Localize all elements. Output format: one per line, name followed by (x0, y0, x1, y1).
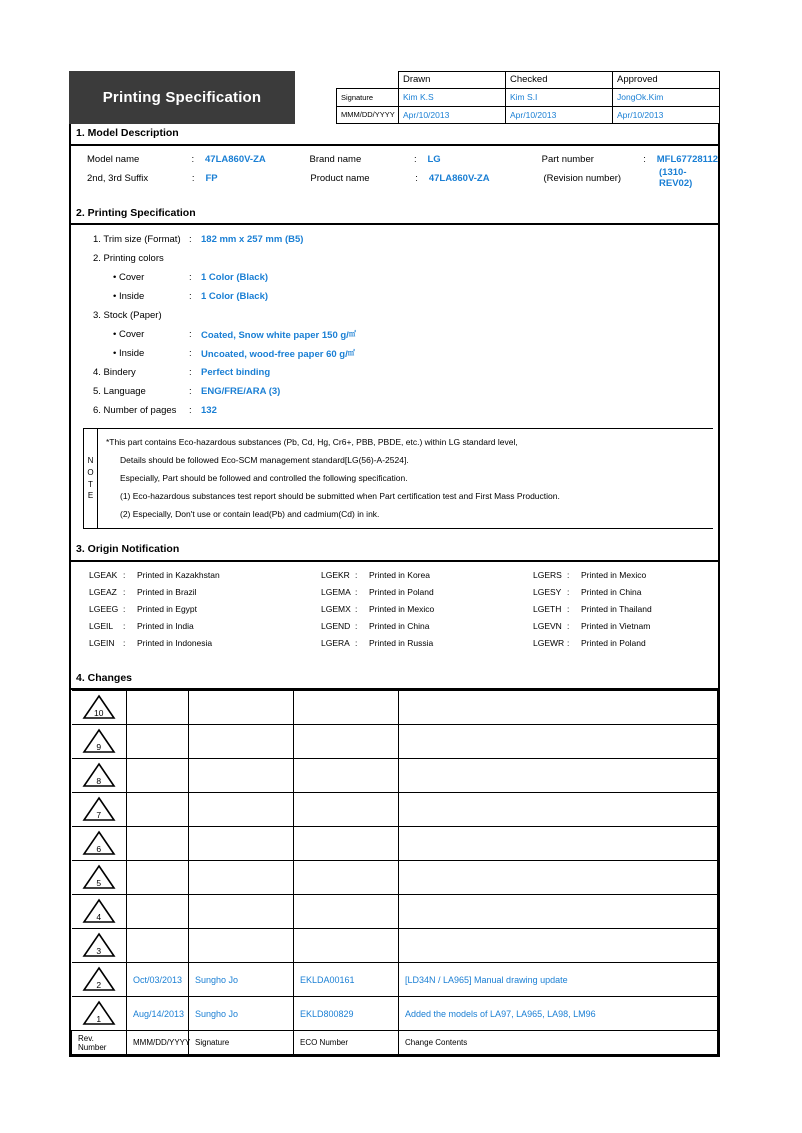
origin-entry (303, 638, 515, 648)
section-spacer (71, 658, 718, 669)
origin-entry (71, 604, 303, 614)
colon: : (355, 621, 358, 632)
suffix-label: 2nd, 3rd Suffix (87, 172, 149, 184)
table-row (72, 827, 718, 861)
approval-corner-cell (337, 72, 399, 89)
note-content (98, 429, 713, 528)
spec-value-text: Uncoated, wood-free paper 60 g/ (201, 348, 348, 360)
origin-row (71, 567, 718, 584)
spec-value: 132 (201, 405, 217, 417)
revision-triangle-icon (82, 966, 116, 992)
origin-code: LGEMA (321, 587, 351, 598)
page-title: Printing Specification (102, 89, 262, 106)
change-contents: Added the models of LA97, LA965, LA98, LM96 (399, 997, 718, 1031)
spec-value: 1 Color (Black) (201, 291, 269, 303)
origin-place: Printed in Thailand (581, 604, 652, 615)
change-contents (399, 895, 718, 929)
origin-code: LGETH (533, 604, 562, 615)
table-footer-row (72, 1031, 718, 1055)
colon: : (191, 153, 195, 165)
model-description-rows (71, 146, 718, 193)
change-contents (399, 759, 718, 793)
section-heading-printing-specification: 2. Printing Specification (71, 204, 718, 226)
origin-row (71, 584, 718, 601)
colon: : (189, 291, 192, 303)
note-letter: N (87, 456, 94, 466)
revision-number-label: (Revision number) (543, 172, 622, 184)
origin-entry (303, 604, 515, 614)
approval-row-label-date: MMM/DD/YYYY (337, 106, 399, 123)
revision-number: 2 (96, 979, 102, 990)
change-signature (189, 929, 294, 963)
square-meter-unit: ㎡ (348, 330, 356, 338)
change-signature (189, 861, 294, 895)
colon: : (413, 153, 417, 165)
change-date (127, 827, 189, 861)
origin-place: Printed in India (137, 621, 194, 632)
spec-item (71, 401, 718, 420)
colon: : (355, 570, 358, 581)
origin-notification-list (71, 562, 718, 658)
revision-triangle-icon (82, 694, 116, 720)
change-date (127, 861, 189, 895)
origin-code: LGEMX (321, 604, 351, 615)
origin-entry (515, 604, 715, 614)
origin-entry (71, 621, 303, 631)
spec-label: • Inside (113, 291, 145, 303)
change-date (127, 691, 189, 725)
change-eco-number (294, 793, 399, 827)
colon: : (355, 638, 358, 649)
revision-marker-cell (72, 895, 127, 929)
revision-marker-cell (72, 691, 127, 725)
colon: : (189, 386, 192, 398)
signature-checked: Kim S.I (506, 89, 613, 106)
table-row (72, 997, 718, 1031)
table-row (72, 691, 718, 725)
origin-row (71, 618, 718, 635)
colon: : (123, 621, 126, 632)
change-date (127, 759, 189, 793)
changes-table (71, 690, 718, 1055)
brand-name-value: LG (427, 153, 441, 165)
origin-place: Printed in Korea (369, 570, 430, 581)
revision-number: 8 (96, 775, 102, 786)
origin-row (71, 601, 718, 618)
table-row (72, 895, 718, 929)
spec-item (71, 306, 718, 325)
revision-triangle-icon (82, 1000, 116, 1026)
revision-triangle-icon (82, 762, 116, 788)
approval-row-label-signature: Signature (337, 89, 399, 106)
change-eco-number (294, 725, 399, 759)
spec-item (71, 230, 718, 249)
change-eco-number: EKLD800829 (294, 997, 399, 1031)
origin-place: Printed in Brazil (137, 587, 197, 598)
spec-label: 3. Stock (Paper) (93, 310, 162, 322)
note-letter: O (87, 468, 94, 477)
revision-triangle-icon (82, 796, 116, 822)
spec-label: • Cover (113, 272, 145, 284)
change-signature (189, 691, 294, 725)
section-spacer (71, 193, 718, 204)
spec-item (71, 382, 718, 401)
change-signature (189, 827, 294, 861)
spec-value-text: Coated, Snow white paper 150 g/ (201, 329, 349, 341)
spec-value: 182 mm x 257 mm (B5) (201, 234, 304, 246)
origin-place: Printed in Egypt (137, 604, 198, 615)
colon: : (123, 604, 126, 615)
origin-place: Printed in China (581, 587, 642, 598)
change-signature (189, 759, 294, 793)
colon: : (189, 234, 192, 246)
revision-number: 4 (96, 911, 102, 922)
spec-item (71, 363, 718, 382)
table-row (72, 793, 718, 827)
spec-label: 5. Language (93, 386, 146, 398)
change-date (127, 793, 189, 827)
note-label (83, 429, 98, 528)
table-row (72, 725, 718, 759)
document-title-block (69, 71, 295, 124)
revision-triangle-icon (82, 830, 116, 856)
section-heading-changes: 4. Changes (71, 669, 718, 691)
revision-marker-cell (72, 963, 127, 997)
approval-col-drawn: Drawn (399, 72, 506, 89)
change-eco-number (294, 895, 399, 929)
note-letter: E (87, 491, 94, 501)
revision-number: 6 (96, 843, 102, 854)
column-header-eco-number: ECO Number (294, 1031, 399, 1055)
column-header-date: MMM/DD/YYYY (127, 1031, 189, 1055)
change-eco-number (294, 827, 399, 861)
origin-place: Printed in China (369, 621, 430, 632)
colon: : (123, 587, 126, 598)
change-date: Aug/14/2013 (127, 997, 189, 1031)
origin-entry (71, 638, 303, 648)
spec-item (71, 344, 718, 363)
table-row (72, 963, 718, 997)
origin-row (71, 635, 718, 652)
note-letter: T (88, 479, 93, 489)
origin-code: LGEIN (89, 638, 115, 649)
origin-code: LGEIL (89, 621, 114, 632)
revision-marker-cell (72, 759, 127, 793)
change-date: Oct/03/2013 (127, 963, 189, 997)
table-row (72, 861, 718, 895)
origin-code: LGEWR (533, 638, 565, 649)
origin-place: Printed in Kazakhstan (137, 570, 220, 581)
colon: : (189, 348, 192, 360)
colon: : (567, 621, 570, 632)
header-spacer (295, 71, 336, 124)
colon: : (567, 570, 570, 581)
product-name-value: 47LA860V-ZA (428, 172, 490, 184)
spec-item (71, 268, 718, 287)
revision-marker-cell (72, 861, 127, 895)
approval-header-row (337, 72, 720, 89)
table-row (72, 929, 718, 963)
approval-signature-row (337, 89, 720, 106)
origin-place: Printed in Poland (369, 587, 434, 598)
approval-col-approved: Approved (613, 72, 720, 89)
colon: : (189, 272, 192, 284)
origin-entry (71, 570, 303, 580)
section-spacer (71, 529, 718, 540)
model-name-value: 47LA860V-ZA (205, 153, 266, 165)
revision-number: 9 (96, 741, 102, 752)
origin-code: LGESY (533, 587, 562, 598)
revision-marker-cell (72, 725, 127, 759)
origin-code: LGERS (533, 570, 562, 581)
change-date (127, 895, 189, 929)
revision-number-value: (1310-REV02) (659, 167, 693, 190)
change-eco-number: EKLDA00161 (294, 963, 399, 997)
date-checked: Apr/10/2013 (506, 106, 613, 123)
change-signature (189, 793, 294, 827)
revision-marker-cell (72, 997, 127, 1031)
revision-triangle-icon (82, 898, 116, 924)
change-signature (189, 895, 294, 929)
colon: : (643, 153, 646, 165)
origin-entry (303, 570, 515, 580)
origin-place: Printed in Indonesia (137, 638, 213, 649)
revision-number: 5 (96, 877, 102, 888)
model-row (71, 169, 718, 188)
square-meter-unit: ㎡ (347, 349, 355, 357)
approval-date-row (337, 106, 720, 123)
change-contents (399, 793, 718, 827)
origin-code: LGEVN (533, 621, 562, 632)
section-heading-model-description: 1. Model Description (71, 124, 718, 146)
origin-code: LGERA (321, 638, 350, 649)
origin-code: LGEAK (89, 570, 118, 581)
origin-place: Printed in Russia (369, 638, 434, 649)
origin-entry (515, 638, 715, 648)
change-contents (399, 861, 718, 895)
note-line: Details should be followed Eco-SCM management standard[LG(56)-A-2524]. (120, 455, 409, 466)
origin-entry (303, 621, 515, 631)
origin-code: LGEAZ (89, 587, 117, 598)
note-line: Especially, Part should be followed and controlled the following specification. (120, 473, 408, 484)
change-contents (399, 827, 718, 861)
change-contents: [LD34N / LA965] Manual drawing update (399, 963, 718, 997)
revision-triangle-icon (82, 932, 116, 958)
change-signature: Sungho Jo (189, 997, 294, 1031)
approval-col-checked: Checked (506, 72, 613, 89)
colon: : (189, 329, 192, 341)
printing-spec-list (71, 225, 718, 428)
colon: : (567, 587, 570, 598)
colon: : (191, 172, 195, 184)
revision-number: 7 (96, 809, 102, 820)
spec-item (71, 287, 718, 306)
spec-value: ENG/FRE/ARA (3) (201, 386, 281, 398)
spec-item (71, 325, 718, 344)
spec-value: 1 Color (Black) (201, 272, 269, 284)
date-approved: Apr/10/2013 (613, 106, 720, 123)
spec-label: • Cover (113, 329, 145, 341)
origin-entry (71, 587, 303, 597)
revision-marker-cell (72, 929, 127, 963)
change-contents (399, 691, 718, 725)
change-date (127, 725, 189, 759)
spec-label: 4. Bindery (93, 367, 136, 379)
column-header-change-contents: Change Contents (399, 1031, 718, 1055)
origin-code: LGEKR (321, 570, 350, 581)
document-body (69, 124, 720, 1057)
spec-label: • Inside (113, 348, 145, 360)
revision-number: 1 (96, 1013, 102, 1024)
colon: : (189, 405, 192, 417)
revision-number: 10 (94, 707, 104, 718)
revision-triangle-icon (82, 864, 116, 890)
note-line: *This part contains Eco-hazardous substances (Pb, Cd, Hg, Cr6+, PBB, PBDE, etc.) within LG standard level, (106, 437, 518, 448)
product-name-label: Product name (310, 172, 370, 184)
origin-entry (515, 587, 715, 597)
colon: : (123, 570, 126, 581)
spec-label: 6. Number of pages (93, 405, 177, 417)
origin-place: Printed in Vietnam (581, 621, 651, 632)
origin-code: LGEND (321, 621, 351, 632)
model-row (71, 150, 718, 169)
revision-marker-cell (72, 827, 127, 861)
note-line: (2) Especially, Don't use or contain lead(Pb) and cadmium(Cd) in ink. (120, 509, 380, 520)
brand-name-label: Brand name (309, 153, 362, 165)
model-name-label: Model name (87, 153, 140, 165)
spec-value (201, 348, 354, 360)
column-header-rev-number: Rev. Number (72, 1031, 127, 1055)
change-eco-number (294, 691, 399, 725)
suffix-value: FP (205, 172, 218, 184)
origin-place: Printed in Mexico (369, 604, 435, 615)
approval-table (336, 71, 720, 124)
colon: : (355, 604, 358, 615)
origin-entry (303, 587, 515, 597)
colon: : (415, 172, 418, 184)
spec-value (201, 329, 355, 341)
part-number-value: MFL67728112 (656, 153, 719, 165)
column-header-signature: Signature (189, 1031, 294, 1055)
change-date (127, 929, 189, 963)
spec-label: 1. Trim size (Format) (93, 234, 181, 246)
table-row (72, 759, 718, 793)
colon: : (123, 638, 126, 649)
change-signature: Sungho Jo (189, 963, 294, 997)
change-eco-number (294, 759, 399, 793)
change-signature (189, 725, 294, 759)
colon: : (567, 638, 570, 649)
colon: : (567, 604, 570, 615)
origin-place: Printed in Mexico (581, 570, 647, 581)
origin-code: LGEEG (89, 604, 119, 615)
spec-value: Perfect binding (201, 367, 271, 379)
note-box (83, 428, 713, 529)
revision-triangle-icon (82, 728, 116, 754)
spec-item (71, 249, 718, 268)
colon: : (355, 587, 358, 598)
origin-place: Printed in Poland (581, 638, 646, 649)
revision-number: 3 (96, 945, 102, 956)
origin-entry (515, 621, 715, 631)
signature-approved: JongOk.Kim (613, 89, 720, 106)
origin-entry (515, 570, 715, 580)
date-drawn: Apr/10/2013 (399, 106, 506, 123)
part-number-label: Part number (541, 153, 594, 165)
revision-marker-cell (72, 793, 127, 827)
spec-label: 2. Printing colors (93, 253, 164, 265)
change-eco-number (294, 929, 399, 963)
note-line: (1) Eco-hazardous substances test report should be submitted when Part certification test and First Mass Production. (120, 491, 560, 502)
section-heading-origin-notification: 3. Origin Notification (71, 540, 718, 562)
change-contents (399, 929, 718, 963)
signature-drawn: Kim K.S (399, 89, 506, 106)
change-contents (399, 725, 718, 759)
colon: : (189, 367, 192, 379)
document-header (69, 71, 720, 124)
change-eco-number (294, 861, 399, 895)
